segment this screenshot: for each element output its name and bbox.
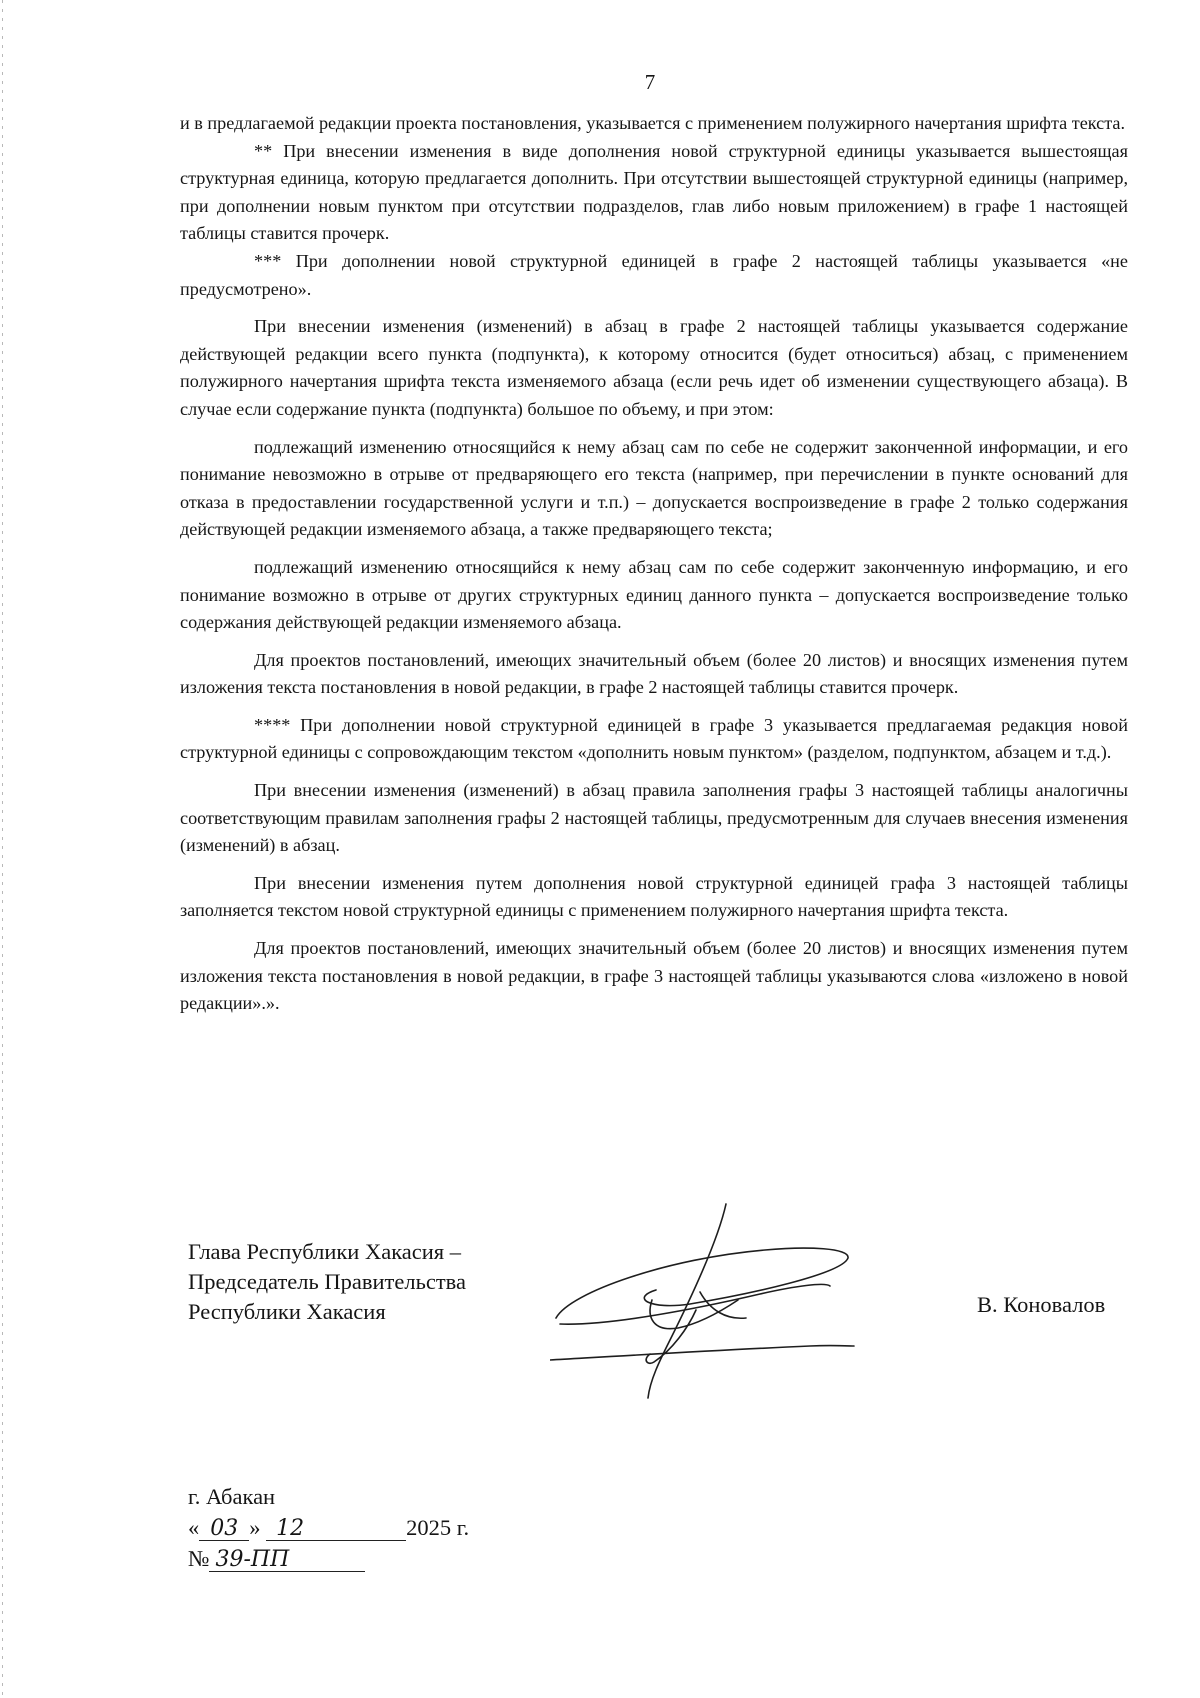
handwritten-signature: [550, 1200, 870, 1400]
document-body: [180, 110, 1128, 1018]
date-year: 2025 г.: [406, 1515, 470, 1540]
date-quote-open: «: [188, 1515, 200, 1540]
paragraph-case-1: подлежащий изменению относящийся к нему абзац сам по себе не содержит законченной информации, и его понимание невозможно в отрыве от предваряющего его текста (например, при перечислении в пункте оснований для отказа в предоставлении государственной услуги и т.п.) – допускается воспроизведение в графе 2 только содержания действующей редакции изменяемого абзаца, а также предваряющего текста;: [180, 436, 1128, 540]
city-line: [188, 1482, 469, 1513]
date-quote-close: »: [249, 1515, 261, 1540]
date-line: [188, 1513, 469, 1544]
place-date-block: [188, 1482, 469, 1575]
doc-number: 39-ПП: [209, 1549, 365, 1572]
city: г. Абакан: [188, 1484, 276, 1509]
paragraph-continuation: и в предлагаемой редакции проекта постановления, указывается с применением полужирного начертания шрифта текста.: [180, 113, 1126, 133]
signatory-title-line-1: Глава Республики Хакасия –: [188, 1239, 462, 1264]
paragraph-footnote-4: **** При дополнении новой структурной единицей в графе 3 указывается предлагаемая редакция новой структурной единицы с сопровождающим текстом «дополнить новым пунктом» (разделом, подпунктом, абзацем и т.д.).: [180, 714, 1128, 763]
paragraph-col3-abzac: При внесении изменения (изменений) в абзац правила заполнения графы 3 настоящей таблицы аналогичны соответствующим правилам заполнения графы 2 настоящей таблицы, предусмотренным для случаев внесения изменения (изменений) в абзац.: [180, 780, 1128, 856]
paragraph-abzac-rule: При внесении изменения (изменений) в абзац в графе 2 настоящей таблицы указывается содержание действующей редакции всего пункта (подпункта), к которому относится (будет относиться) абзац, с применением полужирного начертания шрифта текста изменяемого абзаца (если речь идет об изменении существующего абзаца). В случае если содержание пункта (подпункта) большое по объему, и при этом:: [180, 316, 1128, 419]
paragraph-case-2: подлежащий изменению относящийся к нему абзац сам по себе содержит законченную информацию, и его понимание возможно в отрыве от других структурных единиц данного пункта – допускается воспроизведение только содержания действующей редакции изменяемого абзаца.: [180, 556, 1128, 633]
paragraph-footnote-2: ** При внесении изменения в виде дополнения новой структурной единицы указывается вышестоящая структурная единица, которую предлагается дополнить. При отсутствии вышестоящей структурной единицы (например, при дополнении новым пунктом при отсутствии подразделов, глав либо новым приложением) в графе 1 настоящей таблицы ставится прочерк.: [180, 140, 1128, 244]
paragraph-large-projects-col2: Для проектов постановлений, имеющих значительный объем (более 20 листов) и вносящих изменения путем изложения текста постановления в новой редакции, в графе 2 настоящей таблицы ставится прочерк.: [180, 649, 1128, 698]
doc-number-line: [188, 1544, 469, 1575]
signatory-title-line-2: Председатель Правительства: [188, 1269, 466, 1294]
signatory-name: В. Коновалов: [977, 1292, 1106, 1317]
scan-edge-artifact: [2, 0, 3, 1698]
paragraph-large-projects-col3: Для проектов постановлений, имеющих значительный объем (более 20 листов) и вносящих изменения путем изложения текста постановления в новой редакции, в графе 3 настоящей таблицы указываются слова «изложено в новой редакции».».: [180, 938, 1128, 1014]
date-day: 03: [199, 1518, 249, 1541]
signatory-title: [188, 1237, 466, 1327]
page-number: 7: [644, 70, 656, 94]
signatory-title-line-3: Республики Хакасия: [188, 1299, 386, 1324]
paragraph-footnote-3: *** При дополнении новой структурной единицей в графе 2 настоящей таблицы указывается «не предусмотрено».: [180, 250, 1128, 299]
paragraph-col3-new-unit: При внесении изменения путем дополнения новой структурной единицей графа 3 настоящей таблицы заполняется текстом новой структурной единицы с применением полужирного начертания шрифта текста.: [180, 872, 1128, 921]
date-month: 12: [266, 1518, 406, 1541]
doc-number-prefix: №: [188, 1546, 210, 1571]
